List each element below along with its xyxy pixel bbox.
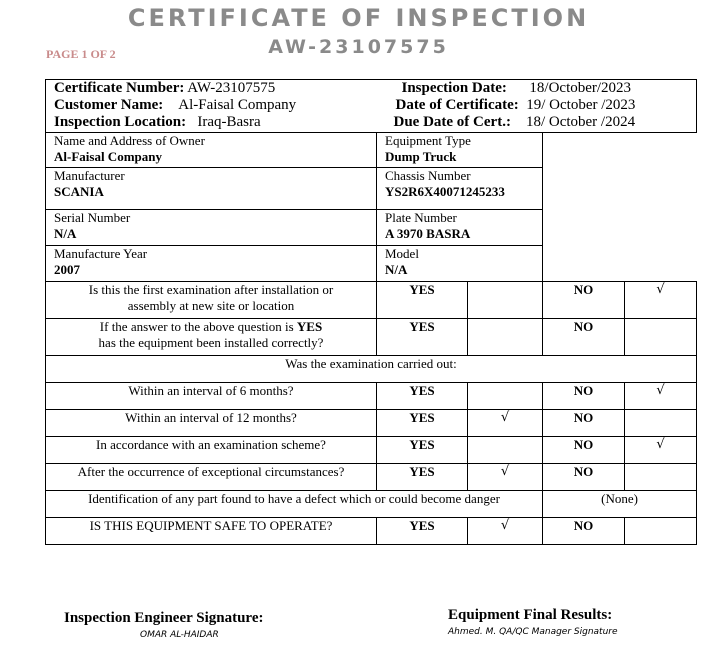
question-row-12-months — [46, 410, 697, 437]
chassis-value: YS2R6X40071245233 — [385, 184, 505, 199]
no-check-mark: √ — [625, 383, 697, 410]
document-title: CERTIFICATE OF INSPECTION — [127, 4, 590, 32]
certificate-info-row — [46, 80, 697, 133]
question-row-installed-correctly — [46, 319, 697, 356]
equipment-type-value: Dump Truck — [385, 149, 457, 164]
certificate-number-value: AW-23107575 — [187, 80, 276, 96]
question-12-months: Within an interval of 12 months? — [46, 410, 377, 437]
question-row-examination-scheme — [46, 437, 697, 464]
question-6-months: Within an interval of 6 months? — [46, 383, 377, 410]
page-indicator: PAGE 1 OF 2 — [46, 47, 116, 61]
yes-check-empty — [468, 437, 543, 464]
certificate-code-heading: AW-23107575 — [268, 36, 449, 58]
no-label: NO — [543, 437, 625, 464]
due-date-value: 18/ October /2024 — [525, 114, 636, 130]
yes-label: YES — [377, 319, 468, 356]
yes-check-mark: √ — [468, 518, 543, 545]
yes-check-empty — [468, 383, 543, 410]
serial-label: Serial Number — [54, 210, 131, 225]
section-row — [46, 356, 697, 383]
final-results-label: Equipment Final Results: — [448, 607, 613, 623]
owner-label: Name and Address of Owner — [54, 133, 205, 148]
yes-check-empty — [468, 282, 543, 319]
question-row-6-months — [46, 383, 697, 410]
customer-name-line: Customer Name: Al-Faisal Company — [54, 97, 297, 113]
no-label: NO — [543, 319, 625, 356]
question-examination-scheme: In accordance with an examination scheme? — [46, 437, 377, 464]
yes-check-mark: √ — [468, 464, 543, 491]
no-check-empty — [625, 518, 697, 545]
equipment-type-label: Equipment Type — [385, 133, 471, 148]
date-of-certificate-line: Date of Certificate: 19/ October /2023 — [395, 97, 636, 113]
engineer-signature-label: Inspection Engineer Signature: — [64, 610, 264, 626]
question-row-safe-to-operate — [46, 518, 697, 545]
no-label: NO — [543, 410, 625, 437]
inspection-date-line: Inspection Date: 18/October/2023 — [401, 80, 632, 96]
manufacturer-value: SCANIA — [54, 184, 104, 199]
yes-label: YES — [377, 410, 468, 437]
owner-row — [46, 133, 697, 168]
yes-check-mark: √ — [468, 410, 543, 437]
model-value: N/A — [385, 262, 408, 277]
blank-area — [543, 133, 697, 282]
no-label: NO — [543, 383, 625, 410]
no-label: NO — [543, 464, 625, 491]
examination-section-heading: Was the examination carried out: — [46, 356, 697, 383]
no-check-empty — [625, 410, 697, 437]
no-check-mark: √ — [625, 282, 697, 319]
customer-name-value: Al-Faisal Company — [178, 97, 297, 113]
yes-label: YES — [377, 383, 468, 410]
question-first-examination: Is this the first examination after installation or assembly at new site or location — [46, 282, 377, 319]
no-check-empty — [625, 319, 697, 356]
question-installed-correctly: If the answer to the above question is YES has the equipment been installed correctly? — [46, 319, 377, 356]
inspection-location-value: Iraq-Basra — [197, 114, 261, 130]
plate-label: Plate Number — [385, 210, 457, 225]
defect-answer: (None) — [543, 491, 697, 518]
no-check-empty — [625, 464, 697, 491]
model-label: Model — [385, 246, 419, 261]
chassis-label: Chassis Number — [385, 168, 471, 183]
yes-label: YES — [377, 437, 468, 464]
plate-value: A 3970 BASRA — [385, 226, 471, 241]
yes-label: YES — [377, 518, 468, 545]
serial-value: N/A — [54, 226, 77, 241]
yes-check-empty — [468, 319, 543, 356]
date-of-certificate-value: 19/ October /2023 — [526, 97, 636, 113]
no-label: NO — [543, 282, 625, 319]
question-exceptional-circumstances: After the occurrence of exceptional circumstances? — [46, 464, 377, 491]
certificate-number-line: Certificate Number: AW-23107575 — [54, 80, 276, 96]
year-label: Manufacture Year — [54, 246, 148, 261]
year-value: 2007 — [54, 262, 80, 277]
yes-label: YES — [377, 464, 468, 491]
manufacturer-label: Manufacturer — [54, 168, 125, 183]
inspection-location-line: Inspection Location: Iraq-Basra — [54, 114, 261, 130]
no-check-mark: √ — [625, 437, 697, 464]
question-defect: Identification of any part found to have a defect which or could become danger — [46, 491, 543, 518]
question-row-exceptional-circumstances — [46, 464, 697, 491]
engineer-signature-name: OMAR AL-HAIDAR — [140, 630, 219, 640]
inspection-date-value: 18/October/2023 — [529, 80, 632, 96]
due-date-line: Due Date of Cert.: 18/ October /2024 — [393, 114, 636, 130]
question-safe-to-operate: IS THIS EQUIPMENT SAFE TO OPERATE? — [46, 518, 377, 545]
no-label: NO — [543, 518, 625, 545]
question-row-defect — [46, 491, 697, 518]
manager-signature-name: Ahmed. M. QA/QC Manager Signature — [448, 627, 618, 637]
owner-value: Al-Faisal Company — [54, 149, 162, 164]
inspection-table — [45, 79, 697, 545]
question-row-first-examination — [46, 282, 697, 319]
yes-label: YES — [377, 282, 468, 319]
